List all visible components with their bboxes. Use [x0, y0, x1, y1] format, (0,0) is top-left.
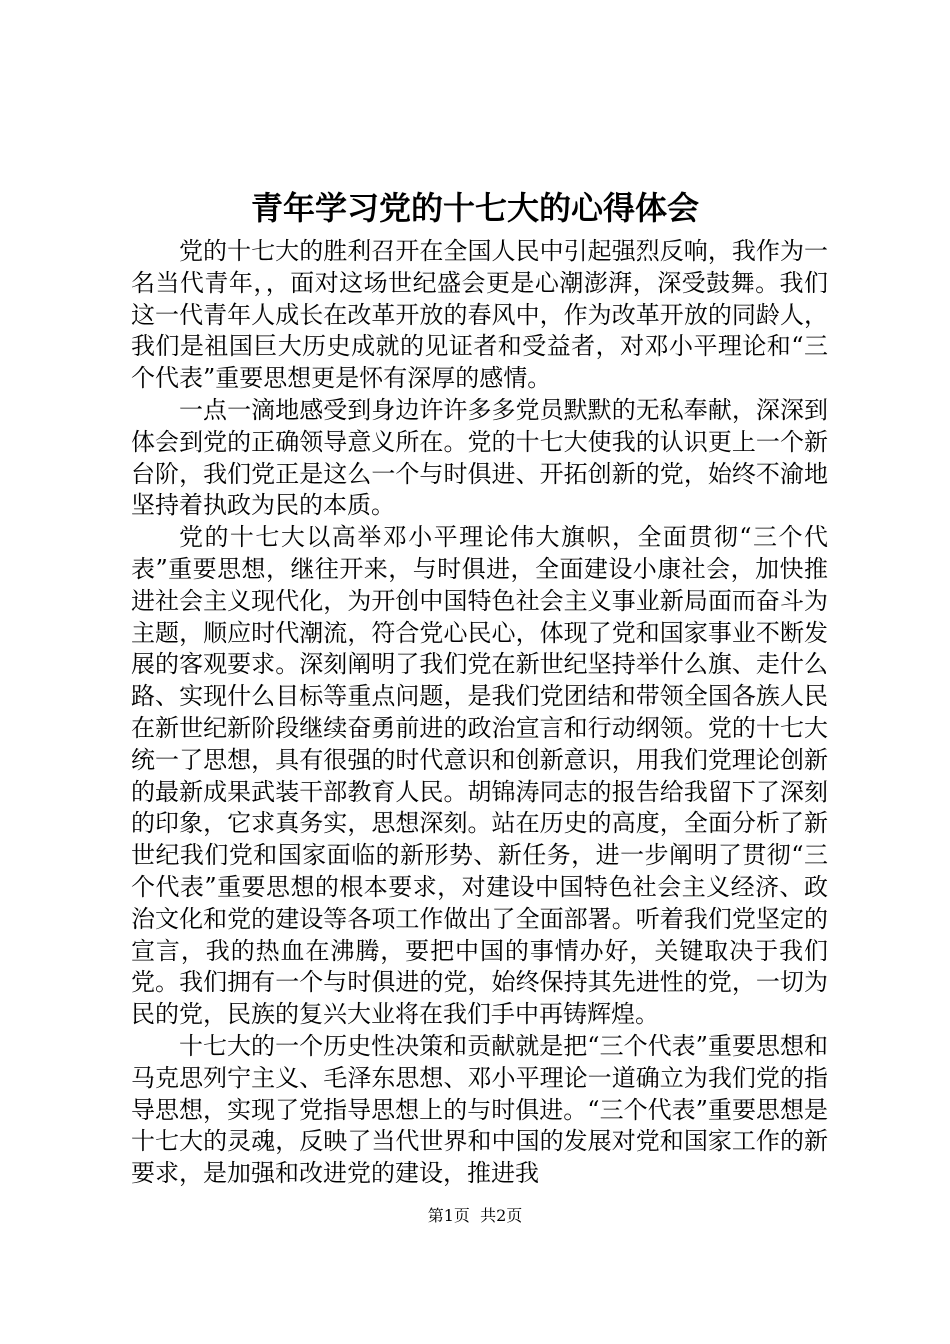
- paragraph-3: 党的十七大以高举邓小平理论伟大旗帜，全面贯彻“三个代表”重要思想，继往开来，与时俱进，全面建设小康社会，加快推进社会主义现代化，为开创中国特色社会主义事业新局面而奋斗为主题，顺应时代潮流，符合党心民心，体现了党和国家事业不断发展的客观要求。深刻阐明了我们党在新世纪坚持举什么旗、走什么路、实现什么目标等重点问题，是我们党团结和带领全国各族人民在新世纪新阶段继续奋勇前进的政治宣言和行动纲领。党的十七大统一了思想，具有很强的时代意识和创新意识，用我们党理论创新的最新成果武装干部教育人民。胡锦涛同志的报告给我留下了深刻的印象，它求真务实，思想深刻。站在历史的高度，全面分析了新世纪我们党和国家面临的新形势、新任务，进一步阐明了贯彻“三个代表”重要思想的根本要求，对建设中国特色社会主义经济、政治文化和党的建设等各项工作做出了全面部署。听着我们党坚定的宣言，我的热血在沸腾，要把中国的事情办好，关键取决于我们党。我们拥有一个与时俱进的党，始终保持其先进性的党，一切为民的党，民族的复兴大业将在我们手中再铸辉煌。: [131, 523, 828, 1029]
- page-number: 第1页: [427, 1206, 470, 1225]
- paragraph-1: 党的十七大的胜利召开在全国人民中引起强烈反响，我作为一名当代青年，，面对这场世纪盛会更是心潮澎湃，深受鼓舞。我们这一代青年人成长在改革开放的春风中，作为改革开放的同龄人，我们是祖国巨大历史成就的见证者和受益者，对邓小平理论和“三个代表”重要思想更是怀有深厚的感情。: [131, 237, 828, 393]
- paragraph-4: 十七大的一个历史性决策和贡献就是把“三个代表”重要思想和马克思列宁主义、毛泽东思想、邓小平理论一道确立为我们党的指导思想，实现了党指导思想上的与时俱进。“三个代表”重要思想是十七大的灵魂，反映了当代世界和中国的发展对党和国家工作的新要求，是加强和改进党的建设，推进我: [131, 1031, 828, 1188]
- footer-separator: [470, 1206, 480, 1225]
- paragraph-2: 一点一滴地感受到身边许许多多党员默默的无私奉献，深深到体会到党的正确领导意义所在。党的十七大使我的认识更上一个新台阶，我们党正是这么一个与时俱进、开拓创新的党，始终不渝地坚持着执政为民的本质。: [131, 395, 828, 520]
- page-total: 共2页: [480, 1206, 523, 1225]
- document-title: 青年学习党的十七大的心得体会: [250, 189, 699, 227]
- page-footer: [0, 1204, 950, 1228]
- document-body: [131, 236, 828, 1190]
